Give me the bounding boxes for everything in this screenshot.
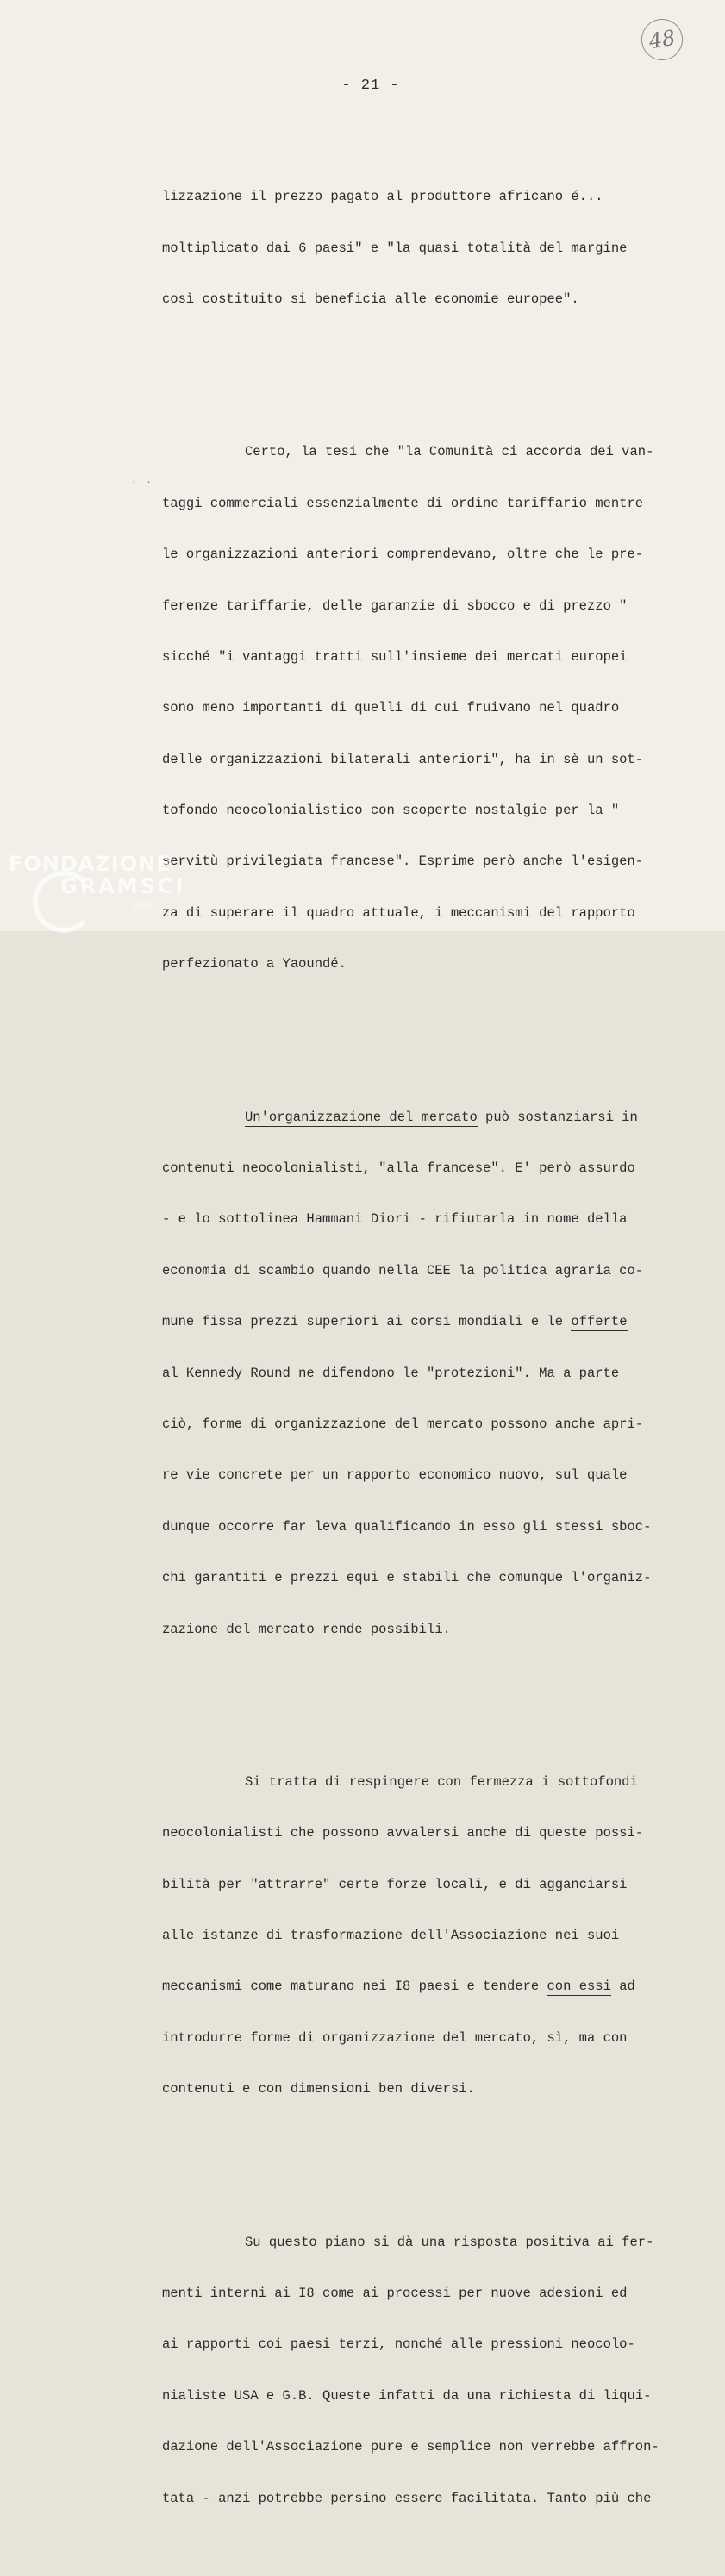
- text-line: così costituito si beneficia alle economie europee".: [162, 291, 579, 307]
- text-line: bilità per "attrarre" certe forze locali, e di agganciarsi: [162, 1876, 628, 1892]
- paragraph-4: [162, 1740, 679, 2132]
- text-line: chi garantiti e prezzi equi e stabili che comunque l'organiz-: [162, 1570, 652, 1586]
- text-line: al Kennedy Round ne difendono le "protezioni". Ma a parte: [162, 1365, 620, 1381]
- text-line: dazione dell'Associazione pure e semplice non verrebbe affron-: [162, 2439, 659, 2455]
- paragraph-5: [162, 2200, 679, 2542]
- text-line: ai rapporti coi paesi terzi, nonché alle pressioni neocolo-: [162, 2336, 635, 2353]
- text-line: zazione del mercato rende possibili.: [162, 1621, 451, 1637]
- text-line: perfezionato a Yaoundé.: [162, 956, 347, 972]
- watermark-ring-icon: [33, 871, 95, 933]
- text-line: contenuti neocolonialisti, "alla francese". E' però assurdo: [162, 1160, 635, 1177]
- margin-mark: . .: [131, 476, 153, 486]
- text-line: neocolonialisti che possono avvalersi anche di queste possi-: [162, 1825, 644, 1841]
- paragraph-1: [162, 155, 679, 343]
- text-line: tofondo neocolonialistico con scoperte nostalgie per la ": [162, 803, 620, 819]
- text-line: economia di scambio quando nella CEE la politica agraria co-: [162, 1262, 644, 1279]
- text-line: servitù privilegiata francese". Esprime però anche l'esigen-: [162, 853, 644, 870]
- underlined-phrase: offerte: [571, 1314, 628, 1330]
- text-line: contenuti e con dimensioni ben diversi.: [162, 2081, 475, 2098]
- watermark-subtitle: onlus: [134, 902, 155, 910]
- text-line: za di superare il quadro attuale, i meccanismi del rapporto: [162, 904, 635, 921]
- page-number: - 21 -: [341, 78, 400, 94]
- text-line: tata - anzi potrebbe persino essere facilitata. Tanto più che: [162, 2490, 652, 2506]
- text-line-underlined: meccanismi come maturano nei I8 paesi e tendere con essi ad: [162, 1979, 635, 1995]
- text-line: Su questo piano si dà una risposta positiva ai fer-: [245, 2234, 654, 2250]
- underlined-phrase: Un'organizzazione del mercato: [245, 1109, 478, 1125]
- watermark-line-2: GRAMSCI: [60, 874, 186, 898]
- text-line: Certo, la tesi che "la Comunità ci accorda dei van-: [245, 444, 654, 460]
- underlined-phrase: con essi: [547, 1979, 611, 1995]
- text-line: sono meno importanti di quelli di cui fruivano nel quadro: [162, 700, 620, 716]
- text-line: taggi commerciali essenzialmente di ordine tariffario mentre: [162, 495, 644, 511]
- text-line: - e lo sottolinea Hammani Diori - rifiutarla in nome della: [162, 1211, 628, 1228]
- watermark-line-1: FONDAZIONE: [9, 852, 172, 876]
- paragraph-2: [162, 410, 679, 1008]
- paragraph-3: [162, 1075, 679, 1673]
- text-line: introdurre forme di organizzazione del mercato, sì, ma con: [162, 2029, 628, 2046]
- text-line: ferenze tariffarie, delle garanzie di sbocco e di prezzo ": [162, 597, 628, 614]
- text-line: sicché "i vantaggi tratti sull'insieme dei mercati europei: [162, 648, 628, 665]
- typed-text: [162, 121, 679, 2576]
- text-line: menti interni ai I8 come ai processi per nuove adesioni ed: [162, 2285, 628, 2302]
- text-line: ciò, forme di organizzazione del mercato possono anche apri-: [162, 1416, 644, 1432]
- text-line: nialiste USA e G.B. Queste infatti da una richiesta di liqui-: [162, 2387, 652, 2404]
- fondazione-gramsci-watermark: [9, 852, 186, 921]
- text-line-underlined: mune fissa prezzi superiori ai corsi mondiali e le offerte: [162, 1314, 628, 1330]
- text-line: re vie concrete per un rapporto economico nuovo, sul quale: [162, 1467, 628, 1484]
- folio-number: 48: [638, 16, 686, 64]
- text-line-underlined: Un'organizzazione del mercato può sostanziarsi in: [245, 1109, 638, 1125]
- text-line: dunque occorre far leva qualificando in esso gli stessi sboc-: [162, 1518, 652, 1535]
- text-line: lizzazione il prezzo pagato al produttore africano é...: [162, 189, 603, 205]
- text-line: moltiplicato dai 6 paesi" e "la quasi totalità del margine: [162, 240, 628, 256]
- text-line: delle organizzazioni bilaterali anteriori", ha in sè un sot-: [162, 751, 644, 767]
- text-line: alle istanze di trasformazione dell'Associazione nei suoi: [162, 1928, 620, 1944]
- text-line: le organizzazioni anteriori comprendevano, oltre che le pre-: [162, 547, 644, 563]
- text-line: Si tratta di respingere con fermezza i sottofondi: [245, 1773, 638, 1790]
